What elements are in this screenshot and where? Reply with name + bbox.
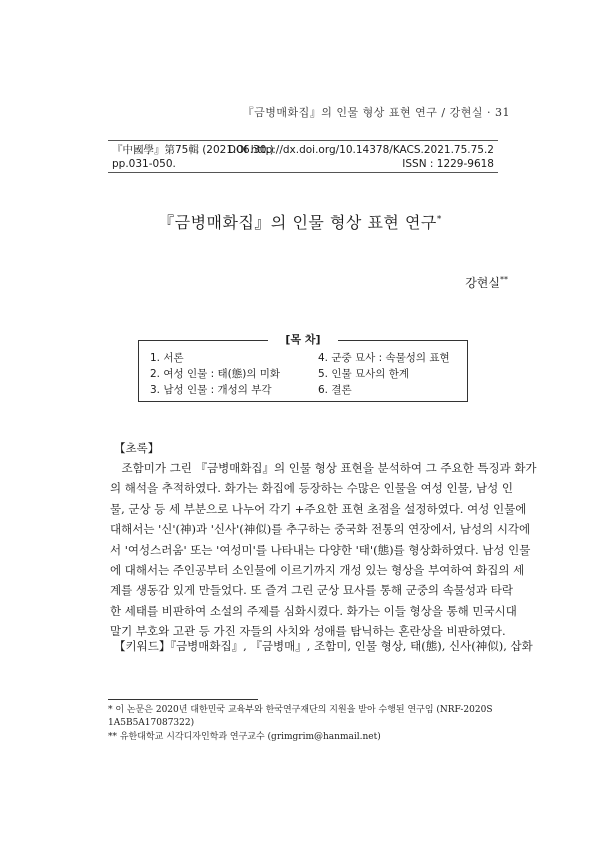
footnote-rule bbox=[108, 699, 258, 700]
abstract-line: 물, 군상 등 세 부분으로 나누어 각기 +주요한 표현 초점을 설정하였다. 여성 인물에 bbox=[110, 501, 527, 516]
meta-rule-bottom bbox=[108, 172, 498, 173]
paper-title-text: 『금병매화집』의 인물 형상 표현 연구 bbox=[158, 213, 437, 232]
identifier-block bbox=[228, 143, 494, 171]
toc-item: 6. 결론 bbox=[318, 384, 352, 396]
issn: ISSN : 1229-9618 bbox=[402, 158, 494, 170]
author bbox=[465, 274, 508, 291]
abstract-line: 의 해석을 추적하였다. 화가는 화집에 등장하는 수많은 인물을 여성 인물, 남성 인 bbox=[110, 481, 514, 496]
journal-info: 『中國學』第75輯 (2021.06.30.) bbox=[112, 144, 274, 156]
toc-item: 1. 서론 bbox=[150, 352, 184, 364]
abstract-line: 대해서는 '신'(神)과 '신사'(神似)를 추구하는 중국화 전통의 연장에서, 남성의 시각에 bbox=[110, 522, 531, 537]
abstract-line: 말기 부호와 고관 등 가진 자들의 사치와 성애를 탐닉하는 혼란상을 비판하였다. bbox=[110, 624, 506, 639]
abstract-line: 서 '여성스러움' 또는 '여성미'를 나타내는 다양한 '태'(態)를 형상화하였다. 남성 인물 bbox=[110, 542, 531, 557]
running-head: 『금병매화집』의 인물 형상 표현 연구 / 강현실 · 31 bbox=[242, 106, 510, 119]
abstract-line: 계를 생동감 있게 만들었다. 또 즐겨 그린 군상 묘사를 통해 군중의 속물성과 타락 bbox=[110, 583, 514, 598]
page-range: pp.031-050. bbox=[112, 158, 176, 170]
doi-link[interactable]: DOI http://dx.doi.org/10.14378/KACS.2021.75.75.2 bbox=[227, 144, 494, 156]
keywords: 【키워드】『금병매화집』, 『금병매』, 조함미, 인물 형상, 태(態), 신사(神似), 삽화 bbox=[114, 639, 533, 653]
toc-column-left bbox=[150, 350, 280, 398]
paper-title bbox=[0, 210, 600, 233]
toc-item: 5. 인물 묘사의 한계 bbox=[318, 368, 410, 380]
toc-item: 2. 여성 인물 : 태(態)의 미화 bbox=[150, 368, 281, 380]
abstract-body bbox=[110, 458, 537, 642]
toc-item: 3. 남성 인물 : 개성의 부각 bbox=[150, 384, 272, 396]
abstract-heading: 【초록】 bbox=[114, 441, 160, 455]
footnote-funding: * 이 논문은 2020년 대한민국 교육부와 한국연구재단의 지원을 받아 수행된 연구임 (NRF-2020S 1A5B5A17087322) bbox=[108, 705, 493, 728]
abstract-line: 에 대해서는 주인공부터 소인물에 이르기까지 개성 있는 형상을 부여하여 화집의 세 bbox=[110, 563, 525, 578]
abstract-line: 한 세태를 비판하여 소설의 주제를 심화시켰다. 화가는 이들 형상을 통해 민국시대 bbox=[110, 603, 517, 618]
toc-label: [목 차] bbox=[268, 331, 338, 347]
author-footnote-mark[interactable]: ** bbox=[500, 275, 508, 284]
abstract-line: 조함미가 그린 『금병매화집』의 인물 형상 표현을 분석하여 그 주요한 특징과 화가 bbox=[110, 461, 537, 475]
author-name: 강현실 bbox=[465, 276, 500, 290]
toc-item: 4. 군중 묘사 : 속물성의 표현 bbox=[318, 352, 450, 364]
toc-column-right bbox=[318, 350, 450, 398]
title-footnote-mark[interactable]: * bbox=[436, 214, 442, 225]
meta-rule-top bbox=[108, 140, 498, 141]
footnote-author: ** 유한대학교 시각디자인학과 연구교수 (grimgrim@hanmail.net) bbox=[108, 732, 381, 742]
